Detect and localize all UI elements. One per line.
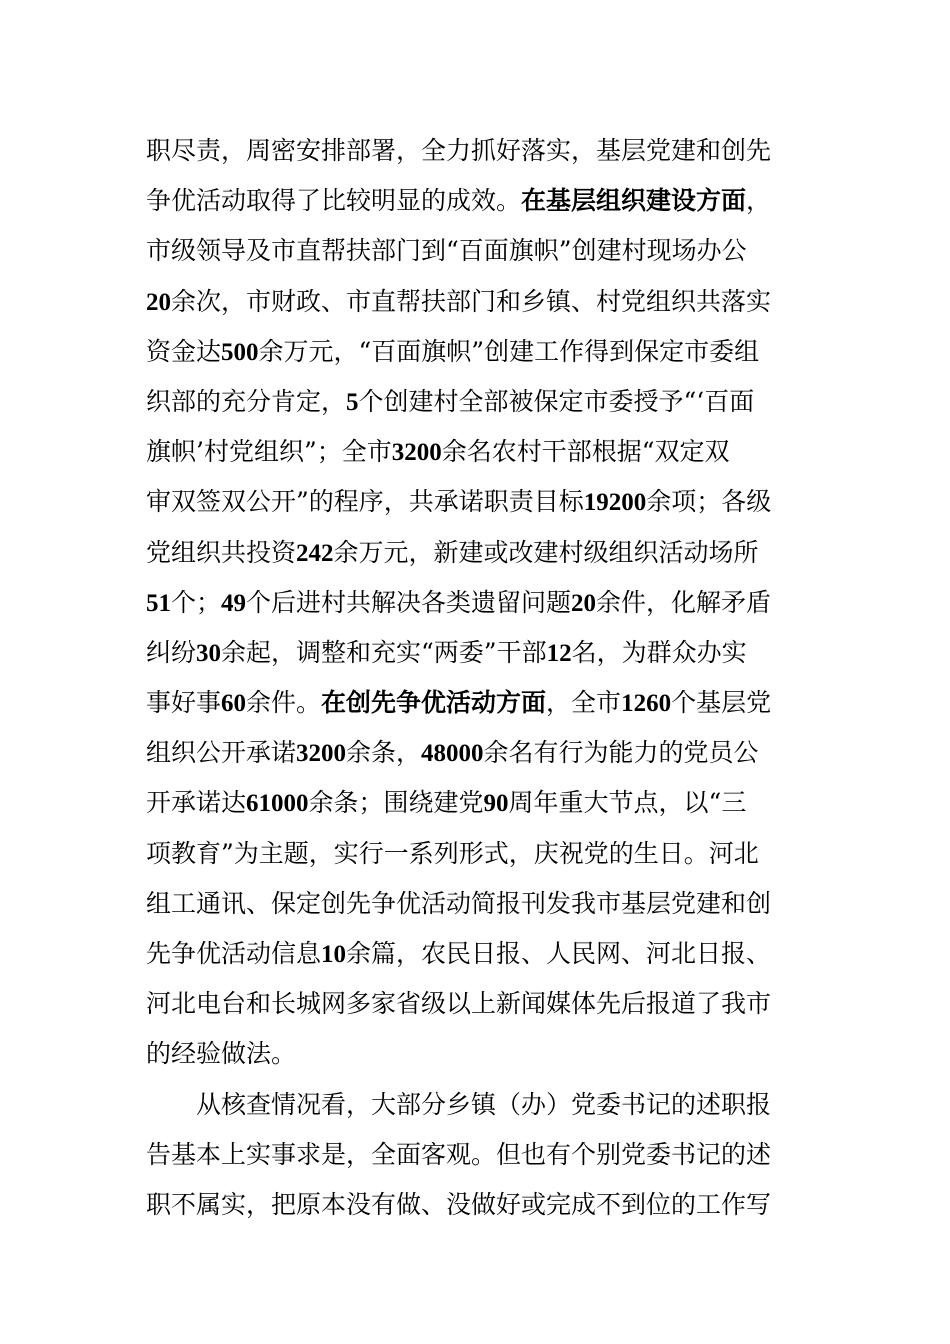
text-run: 告基本上实事求是，全面客观。但也有个别党委书记的述: [146, 1139, 772, 1169]
number-run: 61000: [246, 790, 309, 818]
text-line: [146, 879, 826, 929]
text-line: [146, 477, 826, 527]
bold-heading-run: 在基层组织建设方面: [521, 186, 747, 216]
text-line: [146, 979, 826, 1029]
text-run: 织部的充分肯定，: [146, 386, 347, 416]
text-run: 余件，化解矛盾: [596, 587, 772, 617]
text-run: 事好事: [146, 688, 222, 718]
text-run: 余名农村干部根据“双定双: [441, 437, 730, 467]
number-run: 51: [146, 589, 171, 617]
text-run: 余项；各级: [646, 487, 772, 517]
text-run: 争优活动取得了比较明显的成效。: [146, 186, 522, 216]
text-line: [146, 829, 826, 879]
text-run: 个后进村共解决各类遗留问题: [246, 587, 572, 617]
text-run: ，全市: [546, 688, 622, 718]
number-run: 49: [221, 589, 247, 617]
text-line: [146, 1130, 826, 1180]
text-run: 个创建村全部被保定市委授予“‘百面: [358, 386, 755, 416]
text-line: [146, 778, 826, 828]
number-run: 242: [296, 539, 334, 567]
text-run: 审双签双公开”的程序，共承诺职责目标: [146, 487, 584, 517]
text-run: 个；: [171, 587, 222, 617]
number-run: 12: [546, 639, 572, 667]
text-run: 余起，调整和充实“两委”干部: [221, 637, 547, 667]
text-run: 周年重大节点，以“三: [508, 788, 747, 818]
bold-heading-run: 在创先争优活动方面: [321, 688, 547, 718]
number-run: 20: [146, 288, 171, 316]
text-run: 先争优活动信息: [146, 939, 322, 968]
text-line: [146, 176, 826, 226]
number-run: 500: [221, 338, 259, 366]
text-run: 纠纷: [146, 637, 197, 667]
text-line: [146, 728, 826, 778]
text-line: [146, 327, 826, 377]
number-run: 1260: [621, 690, 672, 718]
text-run: 职尽责，周密安排部署，全力抓好落实，基层党建和创先: [146, 136, 772, 165]
text-line: [146, 427, 826, 477]
text-line: [146, 628, 826, 678]
number-run: 20: [571, 589, 597, 617]
number-run: 3200: [391, 439, 442, 467]
text-line: [146, 1029, 826, 1079]
text-run: 党组织共投资: [146, 537, 297, 567]
text-line: [146, 277, 826, 327]
text-run: 余万元，“百面旗帜”创建工作得到保定市委组: [258, 336, 760, 366]
number-run: 19200: [583, 489, 647, 517]
text-line: [146, 377, 826, 427]
text-run: 余条；围绕建党: [308, 788, 484, 818]
text-run: 资金达: [146, 336, 222, 366]
text-run: 余次，市财政、市直帮扶部门和乡镇、村党组织共落实: [171, 286, 772, 316]
text-run: 职不属实，把原本没有做、没做好或完成不到位的工作写: [146, 1189, 772, 1219]
body-text: [146, 126, 826, 1230]
paragraph-start-line: [146, 1080, 826, 1130]
text-run: 余万元，新建或改建村级组织活动场所: [333, 537, 759, 567]
text-run: 余件。: [246, 688, 322, 718]
text-line: [146, 678, 826, 728]
text-run: 名，为群众办实: [571, 637, 747, 667]
number-run: 10: [321, 941, 347, 968]
text-run: 市级领导及市直帮扶部门到“百面旗帜”创建村现场办公: [146, 236, 747, 266]
number-run: 5: [346, 388, 359, 416]
number-run: 30: [196, 639, 222, 667]
text-run: 个基层党: [671, 688, 772, 718]
text-line: [146, 126, 826, 176]
text-run: ，: [746, 186, 772, 216]
text-run: 的经验做法。: [146, 1039, 297, 1069]
text-line: [146, 578, 826, 628]
text-line: [146, 226, 826, 276]
text-run: 余名有行为能力的党员公: [483, 738, 759, 768]
text-line: [146, 1180, 826, 1230]
number-run: 48000: [421, 740, 484, 768]
number-run: 60: [221, 690, 247, 718]
text-run: 开承诺达: [146, 788, 247, 818]
text-run: 河北电台和长城网多家省级以上新闻媒体先后报道了我市: [146, 989, 772, 1019]
number-run: 90: [483, 790, 509, 818]
text-line: [146, 528, 826, 578]
text-run: 余篇，农民日报、人民网、河北日报、: [346, 939, 772, 968]
text-line: [146, 929, 826, 979]
text-run: 从核查情况看，大部分乡镇（办）党委书记的述职报: [196, 1089, 772, 1119]
number-run: 3200: [296, 740, 347, 768]
text-run: 项教育”为主题，实行一系列形式，庆祝党的生日。河北: [146, 838, 759, 868]
text-run: 组织公开承诺: [146, 738, 297, 768]
text-run: 旗帜’村党组织”；全市: [146, 437, 392, 467]
text-run: 余条，: [346, 738, 422, 768]
text-run: 组工通讯、保定创先争优活动简报刊发我市基层党建和创: [146, 888, 772, 918]
